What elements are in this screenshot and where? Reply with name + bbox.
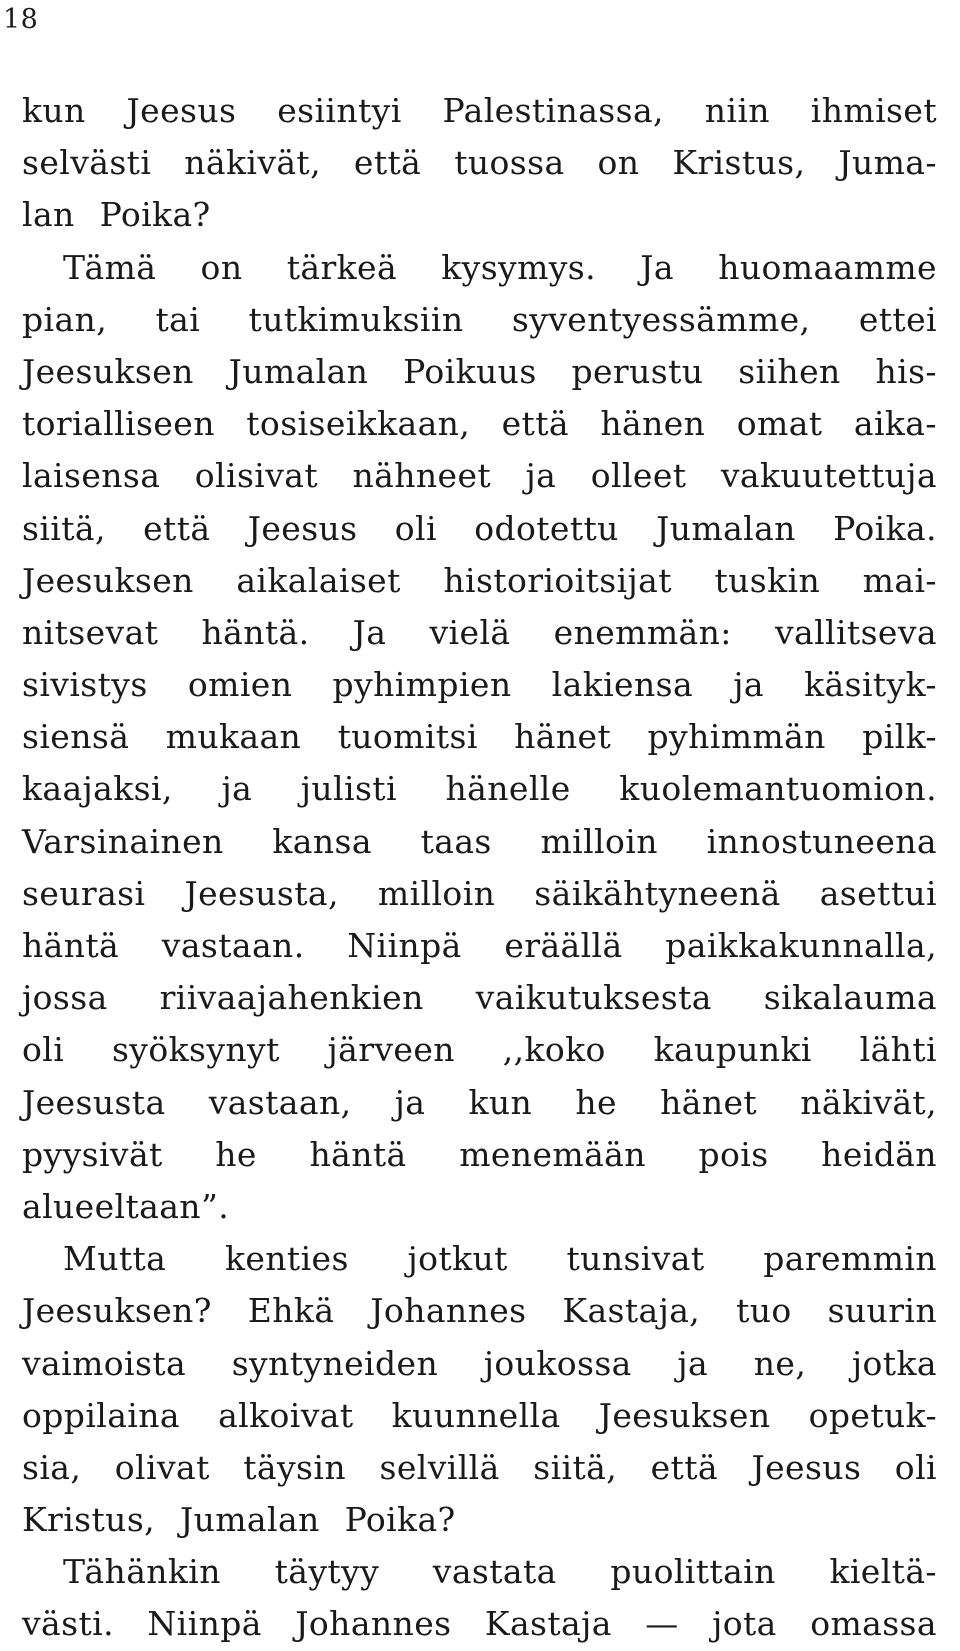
text-line: pyysivät he häntä menemään pois heidän [22,1134,937,1174]
text-line: lan Poika? [22,195,211,235]
text-line: nitsevat häntä. Ja vielä enemmän: vallitseva [22,612,937,652]
text-line: oppilaina alkoivat kuunnella Jeesuksen opetuk- [22,1395,937,1435]
text-line: Jeesuksen? Ehkä Johannes Kastaja, tuo suurin [22,1291,937,1331]
text-line: seurasi Jeesusta, milloin säikähtyneenä asettui [22,873,937,913]
text-line: Mutta kenties jotkut tunsivat paremmin [63,1239,937,1279]
text-line: Varsinainen kansa taas milloin innostuneena [22,821,937,861]
text-line: vaimoista syntyneiden joukossa ja ne, jotka [22,1343,937,1383]
text-line: sivistys omien pyhimpien lakiensa ja käsityk- [22,665,937,705]
text-line: kun Jeesus esiintyi Palestinassa, niin ihmiset [22,91,937,130]
text-line: häntä vastaan. Niinpä eräällä paikkakunnalla, [22,926,937,965]
text-line: Tämä on tärkeä kysymys. Ja huomaamme [63,247,937,287]
text-line: pian, tai tutkimuksiin syventyessämme, ettei [22,299,937,339]
page-number: 18 [3,4,39,35]
text-line: laisensa olisivat nähneet ja olleet vakuutettuja [22,456,937,496]
text-line: Jeesusta vastaan, ja kun he hänet näkivät, [22,1082,937,1122]
text-line: Tähänkin täytyy vastata puolittain kieltä- [63,1552,937,1592]
text-line: siensä mukaan tuomitsi hänet pyhimmän pilk- [22,717,937,757]
text-line: alueeltaan”. [22,1186,230,1226]
text-line: Jeesuksen Jumalan Poikuus perustu siihen his- [22,351,937,391]
text-line: Kristus, Jumalan Poika? [22,1500,456,1540]
text-line: Jeesuksen aikalaiset historioitsijat tuskin mai- [22,560,937,600]
text-line: oli syöksynyt järveen ,,koko kaupunki lähti [22,1030,937,1070]
text-line: västi. Niinpä Johannes Kastaja — jota omassa [22,1604,937,1644]
text-line: selvästi näkivät, että tuossa on Kristus, Juma- [22,143,937,183]
text-line: kaajaksi, ja julisti hänelle kuolemantuomion. [22,769,937,809]
text-line: sia, olivat täysin selvillä siitä, että Jeesus oli [22,1447,937,1487]
text-line: torialliseen tosiseikkaan, että hänen omat aika- [22,404,937,444]
text-line: jossa riivaajahenkien vaikutuksesta sikalauma [22,978,937,1018]
text-line: siitä, että Jeesus oli odotettu Jumalan Poika. [22,508,937,548]
body-text [22,85,937,1651]
